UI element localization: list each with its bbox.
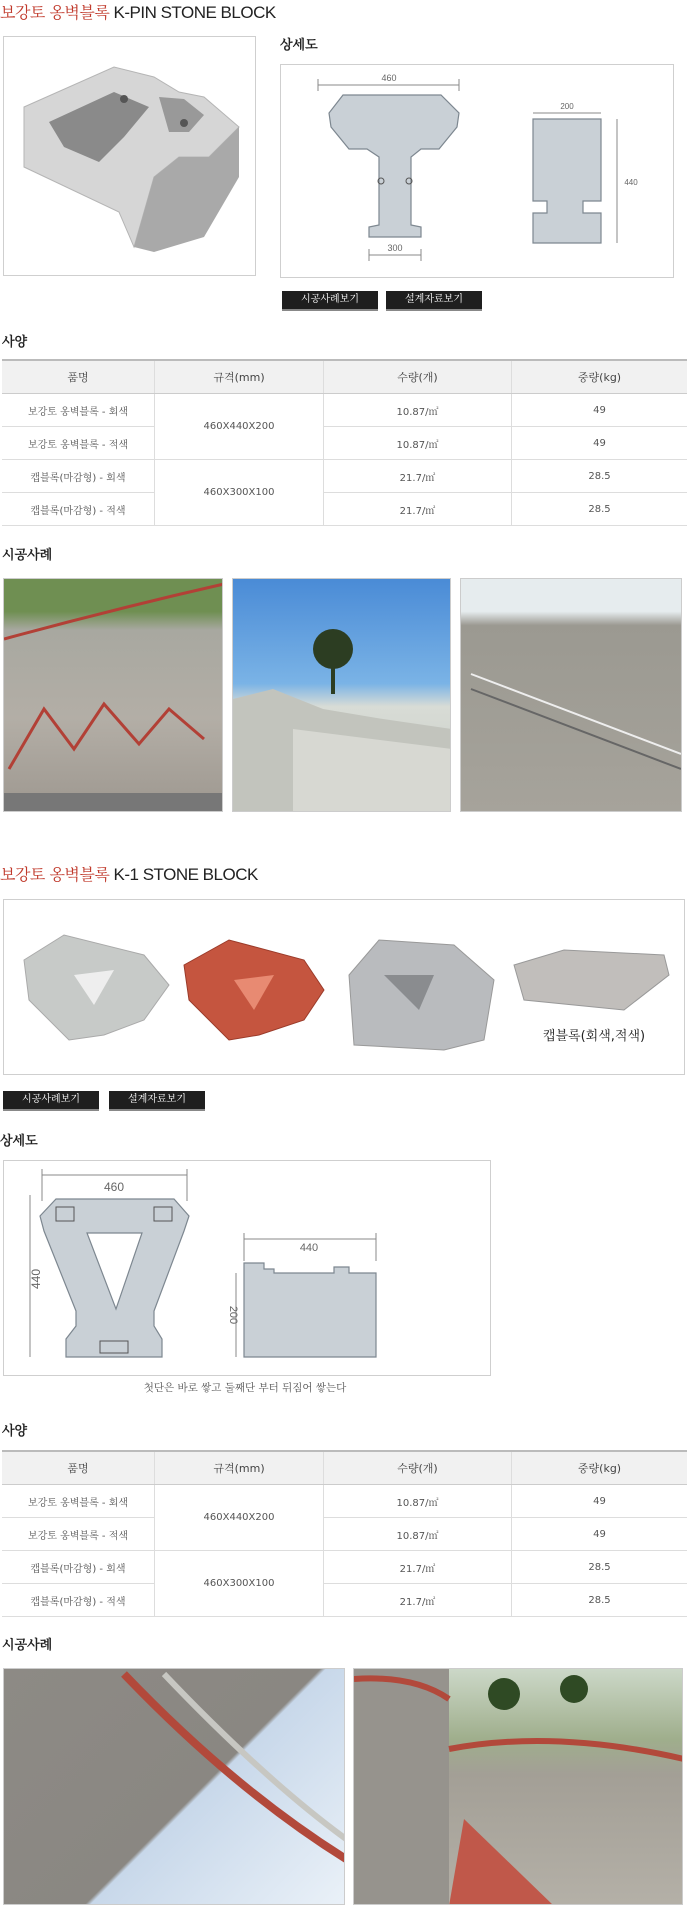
dim-top-label: 460 [381,73,397,83]
cell-weight: 49 [512,1518,688,1551]
col-qty-header: 수량(개) [324,1451,512,1485]
cell-size: 460X300X100 [155,460,324,526]
cell-name: 보강토 옹벽블록 - 회색 [2,1485,155,1518]
detail-label-kpin: 상세도 [280,38,318,53]
view-cases-button-k1[interactable]: 시공사례보기 [3,1091,99,1111]
cell-name: 캡블록(마감형) - 회색 [2,1551,155,1584]
kpin-diagram-svg [281,65,673,277]
title-black-text: K-PIN STONE BLOCK [113,3,276,22]
col-name-header: 품명 [2,360,155,394]
kpin-product-photo [3,36,256,276]
case-photo-5[interactable] [353,1668,683,1905]
cell-size: 460X300X100 [155,1551,324,1617]
case-photo-1[interactable] [3,578,223,812]
col-name-header: 품명 [2,1451,155,1485]
table-header-row [2,360,687,394]
cell-qty: 10.87/㎡ [324,1518,512,1551]
cell-qty: 21.7/㎡ [324,493,512,526]
cell-qty: 21.7/㎡ [324,1584,512,1617]
case-photo-2[interactable] [232,578,451,812]
spec-table-kpin [2,359,687,526]
cell-weight: 28.5 [512,493,688,526]
dim-side-width-label: 200 [560,102,574,111]
case-photo-4[interactable] [3,1668,345,1905]
cell-weight: 49 [512,427,688,460]
k1-blocks-image [4,900,684,1074]
cell-weight: 49 [512,1485,688,1518]
spec-label-k1: 사양 [2,1424,28,1439]
dim-left-label: 440 [29,1268,43,1290]
cell-qty: 10.87/㎡ [324,394,512,427]
col-size-header: 규격(mm) [155,360,324,394]
table-row [2,427,687,460]
cell-name: 보강토 옹벽블록 - 회색 [2,394,155,427]
cell-weight: 28.5 [512,1584,688,1617]
col-weight-header: 중량(kg) [512,1451,688,1485]
dim-side-height-label: 440 [624,178,638,187]
gallery-label-k1: 시공사례 [2,1638,53,1653]
table-row [2,1584,687,1617]
case-photo-3-art [461,579,682,812]
cell-name: 보강토 옹벽블록 - 적색 [2,1518,155,1551]
view-cases-button[interactable]: 시공사례보기 [282,291,378,311]
design-data-button[interactable]: 설계자료보기 [386,291,482,311]
case-photo-2-art [233,579,451,812]
col-qty-header: 수량(개) [324,360,512,394]
k1-product-lineup [3,899,685,1075]
cell-name: 캡블록(마감형) - 적색 [2,1584,155,1617]
section-title-k1 [0,862,258,885]
kpin-block-image [4,37,255,275]
cell-qty: 21.7/㎡ [324,1551,512,1584]
col-weight-header: 중량(kg) [512,360,688,394]
cell-size: 460X440X200 [155,1485,324,1551]
dim-bottom-label: 300 [387,243,403,253]
cell-weight: 28.5 [512,1551,688,1584]
cell-size: 460X440X200 [155,394,324,460]
cell-name: 캡블록(마감형) - 적색 [2,493,155,526]
case-photo-5-art [354,1669,683,1905]
cell-name: 캡블록(마감형) - 회색 [2,460,155,493]
cell-qty: 10.87/㎡ [324,427,512,460]
cell-weight: 28.5 [512,460,688,493]
title-red-text: 보강토 옹벽블록 [0,3,110,22]
table-header-row [2,1451,687,1485]
title-red-text: 보강토 옹벽블록 [0,865,110,884]
case-photo-4-art [4,1669,345,1905]
title-black-text: K-1 STONE BLOCK [113,865,258,884]
stacking-caption: 첫단은 바로 쌓고 둘째단 부터 뒤짐어 쌓는다 [143,1382,347,1394]
table-row [2,493,687,526]
detail-label-k1: 상세도 [0,1134,38,1149]
table-row [2,1518,687,1551]
case-photo-3[interactable] [460,578,682,812]
cell-weight: 49 [512,394,688,427]
table-row [2,1485,687,1518]
k1-diagram-svg [4,1161,490,1375]
cell-qty: 10.87/㎡ [324,1485,512,1518]
spec-table-k1 [2,1450,687,1617]
spec-label-kpin: 사양 [2,335,28,350]
table-row [2,394,687,427]
dim-top-label: 460 [103,1180,125,1194]
cell-name: 보강토 옹벽블록 - 적색 [2,427,155,460]
dim-right-width-label: 440 [299,1242,319,1254]
table-row [2,1551,687,1584]
section-title-kpin [0,0,276,23]
col-size-header: 규격(mm) [155,1451,324,1485]
gallery-label-kpin: 시공사례 [2,548,53,563]
kpin-detail-diagram [280,64,674,278]
dim-right-height-label: 200 [227,1305,239,1325]
table-row [2,460,687,493]
cell-qty: 21.7/㎡ [324,460,512,493]
design-data-button-k1[interactable]: 설계자료보기 [109,1091,205,1111]
k1-detail-diagram [3,1160,491,1376]
cap-block-label: 캡블록(회색,적색) [542,1029,646,1044]
case-photo-1-art [4,579,223,812]
